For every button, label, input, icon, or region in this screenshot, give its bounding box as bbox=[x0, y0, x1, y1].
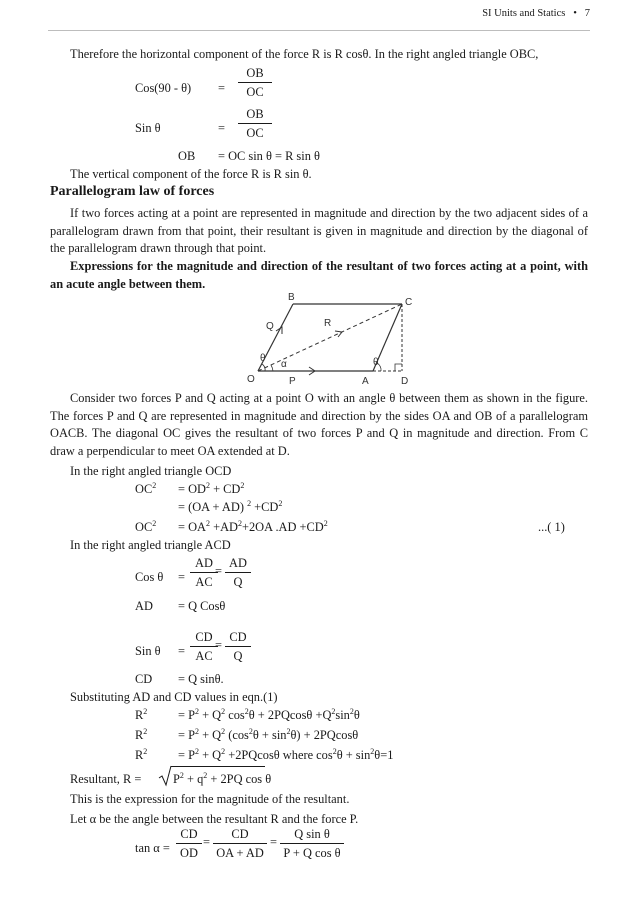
exponent: 2 bbox=[349, 706, 354, 716]
term: θ + sin bbox=[336, 748, 371, 762]
numerator: AD bbox=[225, 556, 251, 573]
term: θ bbox=[353, 708, 360, 722]
denominator: OC bbox=[246, 85, 264, 99]
ad-rhs: = Q Cosθ bbox=[178, 599, 226, 613]
exponent: 2 bbox=[152, 518, 157, 528]
angle-alpha-arc bbox=[271, 365, 273, 371]
denominator: OC bbox=[246, 126, 264, 140]
running-header bbox=[482, 8, 590, 19]
exponent: 2 bbox=[323, 518, 328, 528]
equation-rhs bbox=[178, 519, 328, 535]
text-line: The vertical component of the force R is R sin θ. bbox=[70, 167, 312, 181]
sqrt-contents bbox=[173, 771, 271, 787]
paragraph: If two forces acting at a point are represented in magnitude and direction by the two adjacent sides of a parallelogram drawn from that point, their resultant is given in magnitude and direction by the diagonal of the parallelogram drawn through that point. bbox=[50, 206, 588, 256]
equals-sign: = bbox=[203, 835, 210, 849]
term: +AD bbox=[209, 520, 238, 534]
sqrt-sign bbox=[158, 765, 172, 787]
parallelogram-figure bbox=[238, 290, 428, 386]
arrow-r bbox=[335, 331, 342, 337]
exponent: 2 bbox=[247, 498, 252, 508]
diagonal-oc bbox=[258, 304, 402, 371]
fraction-ad-ac bbox=[190, 556, 218, 590]
ob-lhs: OB bbox=[178, 149, 196, 163]
denominator: OD bbox=[180, 846, 198, 860]
equals-sign: = bbox=[218, 81, 225, 95]
header-bullet: • bbox=[573, 8, 577, 19]
numerator: CD bbox=[176, 827, 202, 844]
term: P bbox=[173, 772, 180, 786]
r2-lhs bbox=[135, 707, 147, 723]
fraction-cd-od bbox=[176, 827, 202, 861]
sin-lhs: Sin θ bbox=[135, 121, 161, 135]
denominator: Q bbox=[233, 649, 243, 663]
term: = (OA + AD) bbox=[178, 500, 244, 514]
label-alpha: α bbox=[281, 359, 287, 370]
equation-rhs bbox=[178, 481, 244, 497]
term: + q bbox=[183, 772, 204, 786]
term: R bbox=[135, 748, 144, 762]
exponent: 2 bbox=[205, 480, 210, 490]
exponent: 2 bbox=[331, 706, 336, 716]
cos-lhs: Cos θ bbox=[135, 570, 164, 584]
label-p: P bbox=[289, 376, 296, 386]
exponent: 2 bbox=[221, 746, 226, 756]
r2-lhs bbox=[135, 727, 147, 743]
ad-lhs: AD bbox=[135, 599, 153, 613]
exponent: 2 bbox=[248, 726, 253, 736]
exponent: 2 bbox=[143, 746, 148, 756]
exponent: 2 bbox=[152, 480, 157, 490]
text-line: This is the expression for the magnitude of the resultant. bbox=[70, 792, 350, 806]
term: cos bbox=[225, 708, 245, 722]
exponent: 2 bbox=[143, 706, 148, 716]
term: = P bbox=[178, 708, 195, 722]
fraction-ad-q bbox=[225, 556, 251, 590]
term: = OD bbox=[178, 482, 206, 496]
label-d: D bbox=[401, 376, 409, 386]
angle-theta-arc bbox=[262, 364, 265, 371]
r2-lhs bbox=[135, 747, 147, 763]
cd-rhs: = Q sinθ. bbox=[178, 672, 224, 686]
text-line: Therefore the horizontal component of the force R is R cosθ. In the right angled triangle OBC, bbox=[70, 47, 539, 61]
term: +2PQcosθ where cos bbox=[225, 748, 333, 762]
page-number: 7 bbox=[584, 8, 590, 19]
term: (cos bbox=[225, 728, 249, 742]
equals-sign: = bbox=[218, 121, 225, 135]
exponent: 2 bbox=[332, 746, 337, 756]
term: θ + sin bbox=[252, 728, 287, 742]
text-line: Substituting AD and CD values in eqn.(1) bbox=[70, 690, 278, 704]
numerator: OB bbox=[238, 66, 272, 83]
sin-lhs: Sin θ bbox=[135, 644, 161, 658]
term: R bbox=[135, 708, 144, 722]
exponent: 2 bbox=[143, 726, 148, 736]
exponent: 2 bbox=[194, 746, 199, 756]
numerator: OB bbox=[238, 107, 272, 124]
exponent: 2 bbox=[221, 706, 226, 716]
fraction-qsin-pqcos bbox=[280, 827, 344, 861]
equation-rhs bbox=[178, 499, 282, 515]
exponent: 2 bbox=[286, 726, 291, 736]
label-o: O bbox=[247, 374, 255, 385]
label-theta: θ bbox=[260, 353, 266, 364]
numerator: CD bbox=[190, 630, 218, 647]
exponent: 2 bbox=[203, 770, 208, 780]
sqrt-bar bbox=[171, 766, 265, 767]
term: + Q bbox=[198, 748, 222, 762]
equals-sign: = bbox=[178, 570, 185, 584]
label-b: B bbox=[288, 292, 295, 303]
equation-line bbox=[135, 481, 156, 497]
resultant-label: Resultant, R = bbox=[70, 772, 142, 786]
text-line: Let α be the angle between the resultant R and the force P. bbox=[70, 812, 359, 826]
label-c: C bbox=[405, 297, 413, 308]
r2-rhs bbox=[178, 727, 358, 743]
numerator: AD bbox=[190, 556, 218, 573]
ob-rhs: = OC sin θ = R sin θ bbox=[218, 149, 320, 163]
equals-sign: = bbox=[178, 644, 185, 658]
numerator: Q sin θ bbox=[280, 827, 344, 844]
label-r: R bbox=[324, 318, 332, 329]
fraction-ob-oc bbox=[238, 107, 272, 141]
exponent: 2 bbox=[370, 746, 375, 756]
denominator: AC bbox=[195, 649, 213, 663]
exponent: 2 bbox=[237, 518, 242, 528]
numerator: CD bbox=[225, 630, 251, 647]
fraction-cd-oa-ad bbox=[213, 827, 267, 861]
term: + CD bbox=[209, 482, 241, 496]
text-line: In the right angled triangle ACD bbox=[70, 538, 231, 552]
fraction-cd-ac bbox=[190, 630, 218, 664]
text-line: In the right angled triangle OCD bbox=[70, 464, 232, 478]
fraction-ob-oc bbox=[238, 66, 272, 100]
label-a: A bbox=[362, 376, 369, 386]
equation-line bbox=[135, 519, 156, 535]
exponent: 2 bbox=[278, 498, 283, 508]
cd-lhs: CD bbox=[135, 672, 153, 686]
denominator: P + Q cos θ bbox=[283, 846, 341, 860]
term: + 2PQ cos θ bbox=[207, 772, 272, 786]
equals-sign: = bbox=[215, 638, 222, 652]
equals-sign: = bbox=[270, 835, 277, 849]
term: +CD bbox=[251, 500, 279, 514]
paragraph: Consider two forces P and Q acting at a point O with an angle θ between them as shown in the figure. The forces P and Q are represented in magnitude and direction by the sides OA and OB of a parallelogram OACB. The diagonal OC gives the resultant of two forces P and Q in magnitude and direction. From C draw a perpendicular to meet OA extended at D. bbox=[50, 391, 588, 458]
term: +2OA .AD +CD bbox=[241, 520, 324, 534]
term: R bbox=[135, 728, 144, 742]
exponent: 2 bbox=[221, 726, 226, 736]
term: + Q bbox=[198, 708, 222, 722]
label-theta-a: θ bbox=[373, 357, 379, 368]
term: θ=1 bbox=[374, 748, 394, 762]
term: OC bbox=[135, 520, 153, 534]
exponent: 2 bbox=[240, 480, 245, 490]
bold-heading: Expressions for the magnitude and direction of the resultant of two forces acting at a point, with an acute angle between them. bbox=[50, 259, 588, 291]
exponent: 2 bbox=[194, 726, 199, 736]
fraction-cd-q bbox=[225, 630, 251, 664]
term: = P bbox=[178, 728, 195, 742]
term: sin bbox=[335, 708, 350, 722]
denominator: AC bbox=[195, 575, 213, 589]
equals-sign: = bbox=[215, 564, 222, 578]
denominator: Q bbox=[233, 575, 243, 589]
term: = P bbox=[178, 748, 195, 762]
term: θ) + 2PQcosθ bbox=[290, 728, 359, 742]
denominator: OA + AD bbox=[216, 846, 264, 860]
right-angle-mark bbox=[395, 364, 402, 371]
term: OC bbox=[135, 482, 153, 496]
exponent: 2 bbox=[194, 706, 199, 716]
exponent: 2 bbox=[205, 518, 210, 528]
cos90-lhs: Cos(90 - θ) bbox=[135, 81, 192, 95]
tan-lhs: tan α = bbox=[135, 841, 170, 855]
equation-number: ...( 1) bbox=[538, 520, 565, 534]
numerator: CD bbox=[213, 827, 267, 844]
exponent: 2 bbox=[244, 706, 249, 716]
header-title: SI Units and Statics bbox=[482, 8, 566, 19]
header-rule bbox=[48, 30, 590, 31]
exponent: 2 bbox=[179, 770, 184, 780]
r2-rhs bbox=[178, 747, 393, 763]
term: = OA bbox=[178, 520, 206, 534]
term: θ + 2PQcosθ +Q bbox=[248, 708, 332, 722]
term: + Q bbox=[198, 728, 222, 742]
label-q: Q bbox=[266, 321, 274, 332]
section-title: Parallelogram law of forces bbox=[50, 184, 215, 199]
r2-rhs bbox=[178, 707, 360, 723]
